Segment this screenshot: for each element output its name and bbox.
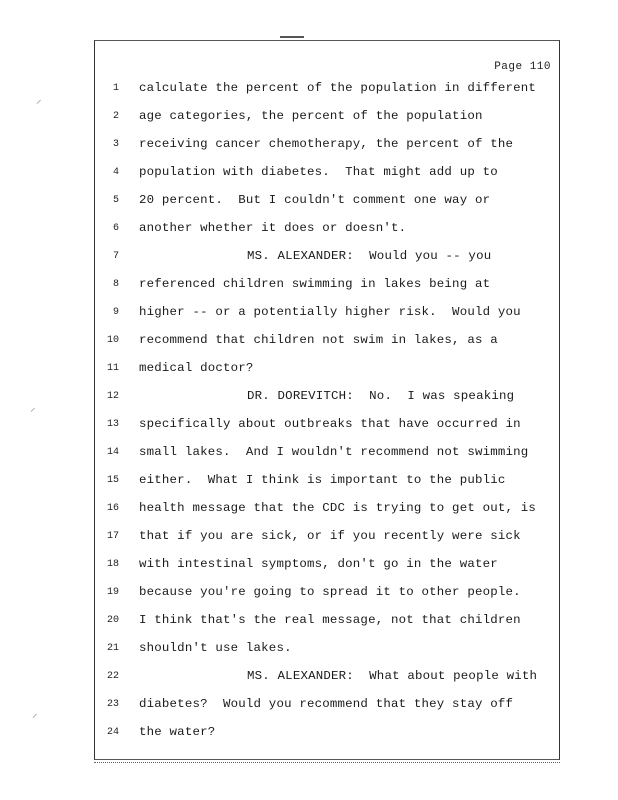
line-number: 3 [112, 139, 119, 150]
line-number: 8 [112, 279, 119, 290]
line-number: 20 [106, 615, 119, 626]
transcript-line [95, 611, 561, 639]
line-text: specifically about outbreaks that have occurred in [139, 417, 521, 431]
transcript-line [95, 639, 561, 667]
line-text: receiving cancer chemotherapy, the percent of the [139, 137, 514, 151]
scan-mark-top [280, 36, 304, 38]
transcript-page [94, 40, 560, 760]
transcript-line [95, 555, 561, 583]
line-number: 4 [112, 167, 119, 178]
line-number: 14 [106, 447, 119, 458]
line-number: 1 [112, 83, 119, 94]
transcript-line [95, 667, 561, 695]
transcript-line [95, 471, 561, 499]
line-text: shouldn't use lakes. [139, 641, 292, 655]
line-text: recommend that children not swim in lakes, as a [139, 333, 498, 347]
transcript-line [95, 415, 561, 443]
transcript-line [95, 79, 561, 107]
line-text: with intestinal symptoms, don't go in the water [139, 557, 498, 571]
line-number: 21 [106, 643, 119, 654]
transcript-line [95, 359, 561, 387]
line-number: 2 [112, 111, 119, 122]
line-text: age categories, the percent of the population [139, 109, 483, 123]
line-number: 5 [112, 195, 119, 206]
line-text: I think that's the real message, not that children [139, 613, 521, 627]
speaker-line-text: MS. ALEXANDER: Would you -- you [247, 249, 492, 263]
transcript-line [95, 443, 561, 471]
line-number: 22 [106, 671, 119, 682]
transcript-line [95, 387, 561, 415]
transcript-line [95, 135, 561, 163]
line-text: because you're going to spread it to other people. [139, 585, 521, 599]
transcript-line [95, 163, 561, 191]
line-number: 15 [106, 475, 119, 486]
line-number: 11 [106, 363, 119, 374]
line-text: another whether it does or doesn't. [139, 221, 407, 235]
margin-scan-mark: ⸝ [30, 403, 36, 415]
margin-scan-mark: ⸝ [32, 709, 38, 721]
transcript-line [95, 695, 561, 723]
line-number: 23 [106, 699, 119, 710]
line-number: 7 [112, 251, 119, 262]
line-text: small lakes. And I wouldn't recommend not swimming [139, 445, 529, 459]
line-text: referenced children swimming in lakes being at [139, 277, 491, 291]
line-text: either. What I think is important to the public [139, 473, 506, 487]
line-text: 20 percent. But I couldn't comment one way or [139, 193, 491, 207]
line-number: 17 [106, 531, 119, 542]
transcript-line [95, 303, 561, 331]
line-number: 6 [112, 223, 119, 234]
transcript-line [95, 527, 561, 555]
line-text: calculate the percent of the population in different [139, 81, 537, 95]
page-number: Page 110 [494, 61, 551, 73]
transcript-line [95, 331, 561, 359]
line-number: 13 [106, 419, 119, 430]
line-text: diabetes? Would you recommend that they stay off [139, 697, 514, 711]
margin-scan-mark: ⸝ [36, 95, 42, 107]
transcript-line [95, 499, 561, 527]
line-number: 18 [106, 559, 119, 570]
line-number: 24 [106, 727, 119, 738]
line-text: health message that the CDC is trying to get out, is [139, 501, 537, 515]
speaker-line-text: MS. ALEXANDER: What about people with [247, 669, 538, 683]
transcript-line [95, 107, 561, 135]
transcript-line [95, 275, 561, 303]
line-number: 9 [112, 307, 119, 318]
line-number: 16 [106, 503, 119, 514]
line-text: the water? [139, 725, 216, 739]
line-text: higher -- or a potentially higher risk. Would you [139, 305, 521, 319]
transcript-line [95, 219, 561, 247]
transcript-line [95, 191, 561, 219]
line-text: that if you are sick, or if you recently were sick [139, 529, 521, 543]
line-text: population with diabetes. That might add up to [139, 165, 498, 179]
speaker-line-text: DR. DOREVITCH: No. I was speaking [247, 389, 515, 403]
transcript-line [95, 723, 561, 751]
line-number: 12 [106, 391, 119, 402]
line-number: 19 [106, 587, 119, 598]
footer-rule [94, 762, 560, 765]
transcript-line [95, 247, 561, 275]
line-text: medical doctor? [139, 361, 254, 375]
transcript-line [95, 583, 561, 611]
line-number: 10 [106, 335, 119, 346]
